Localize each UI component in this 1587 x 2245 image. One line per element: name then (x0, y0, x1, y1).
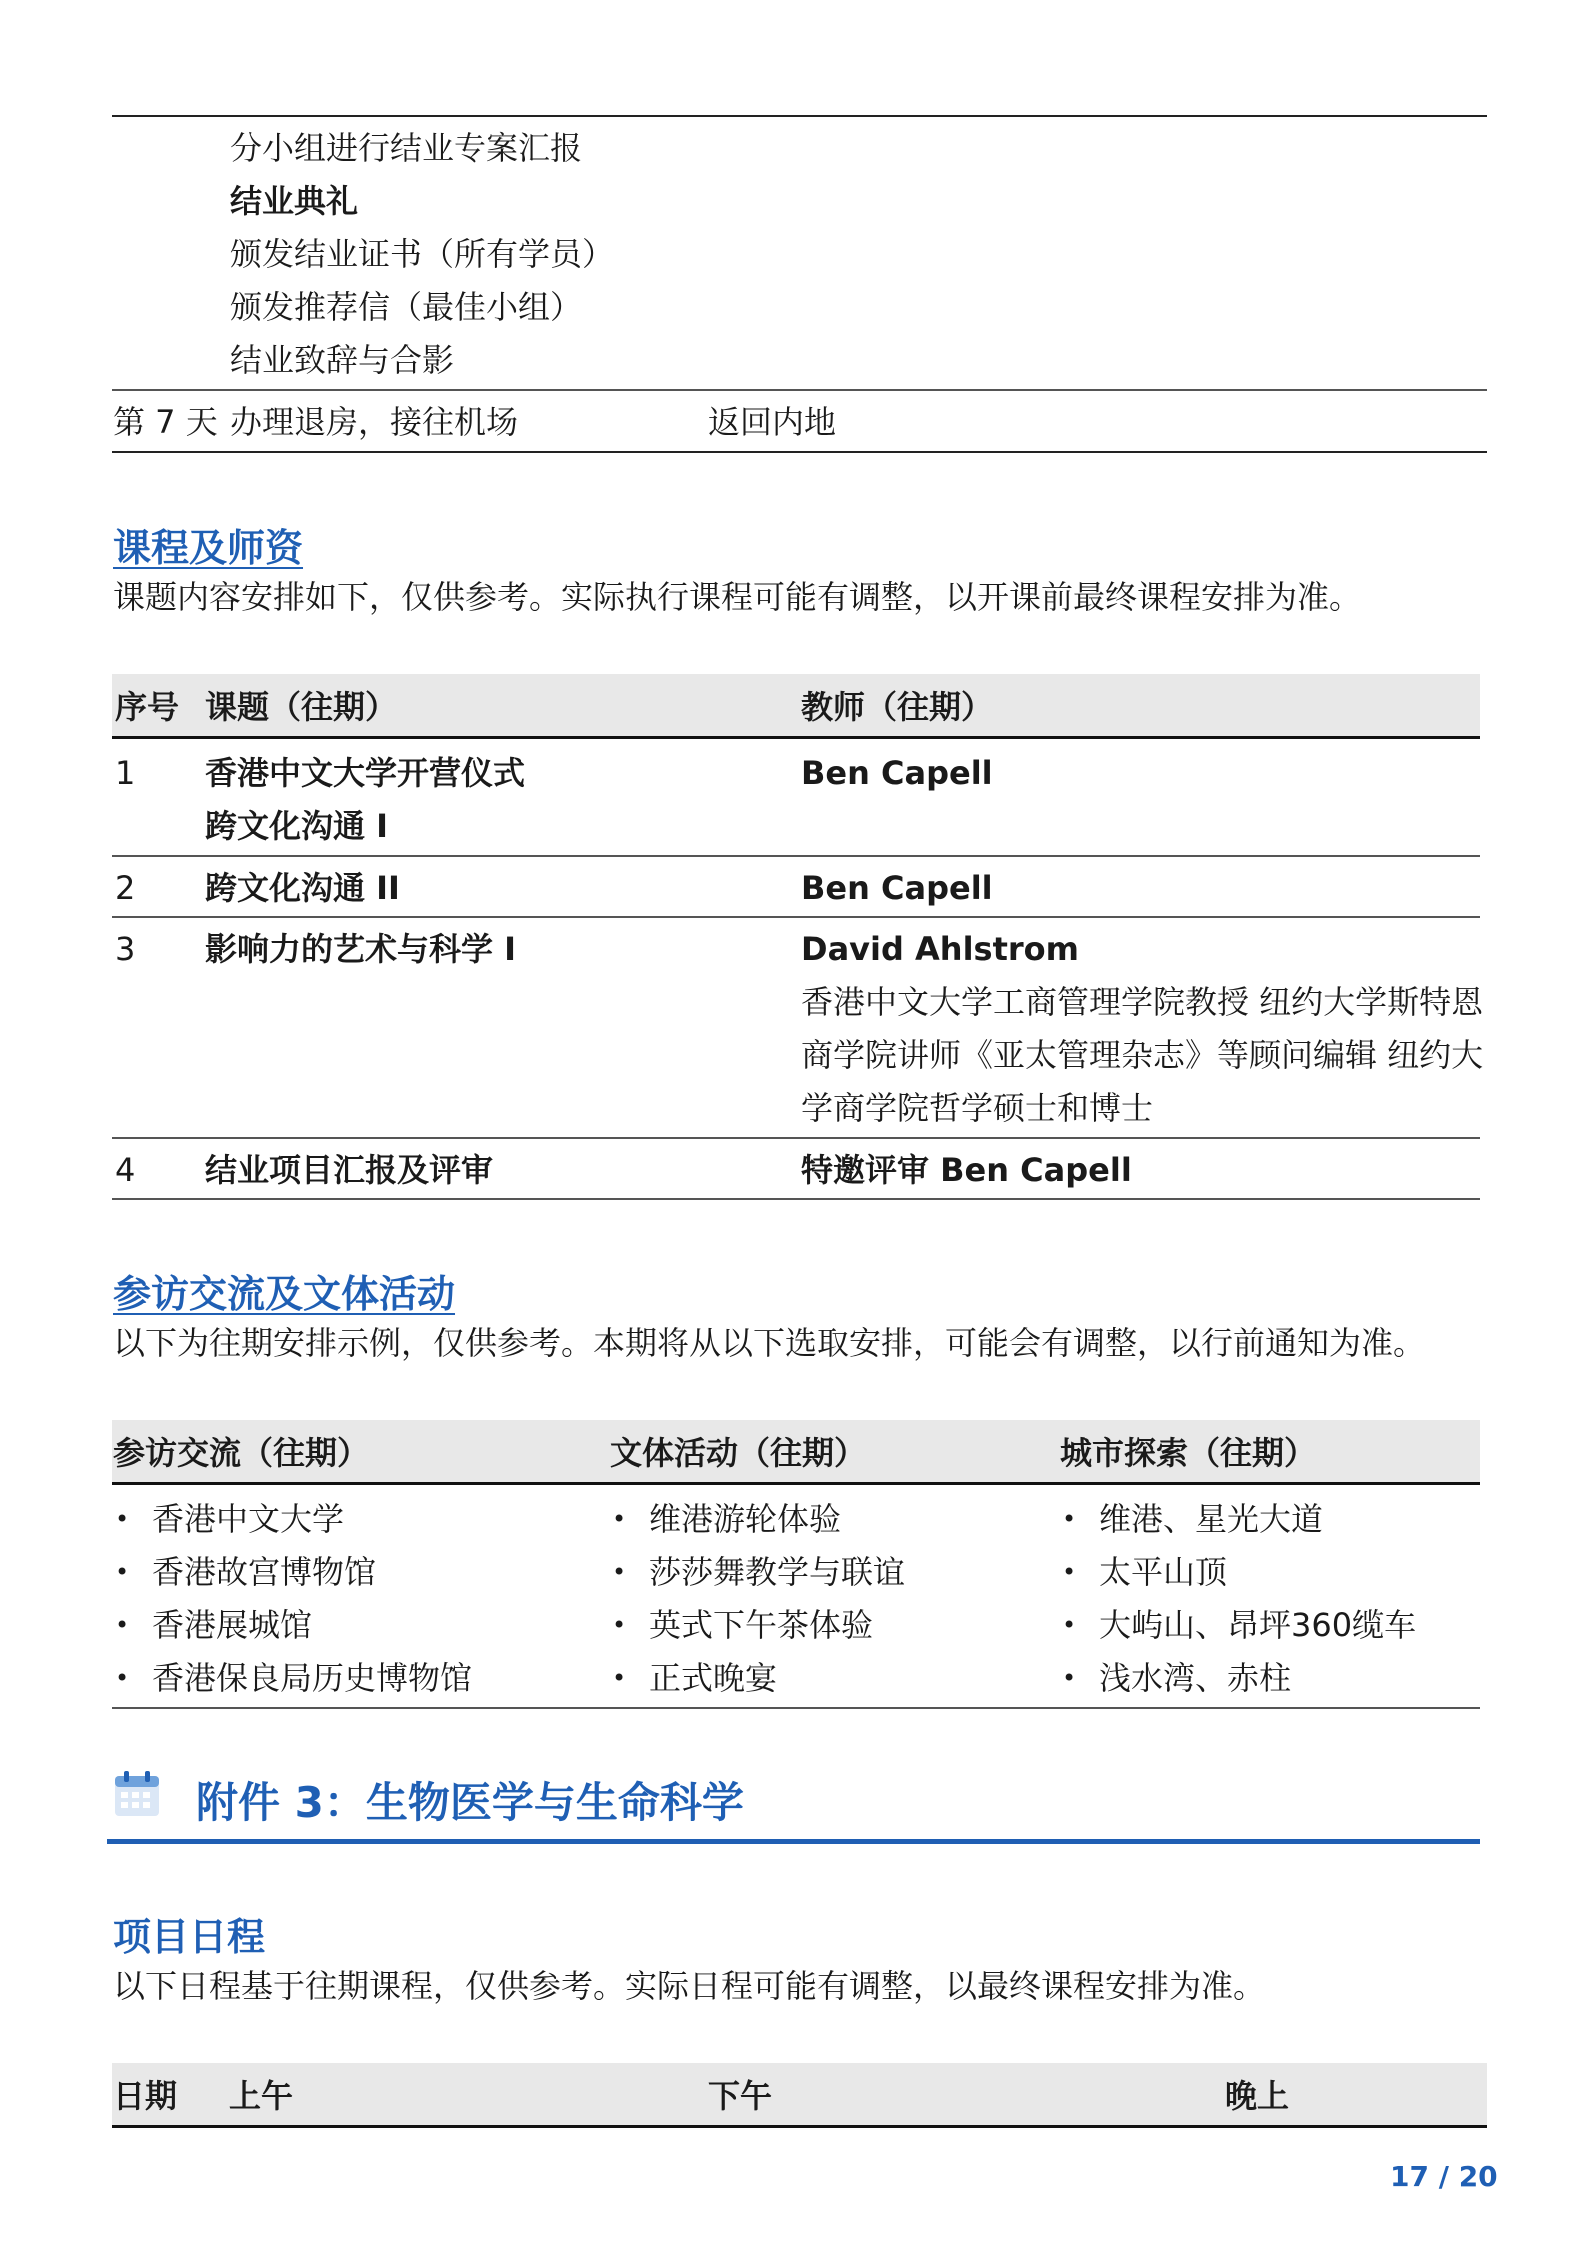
list-item: 莎莎舞教学与联谊 (649, 1553, 906, 1591)
section-intro: 课题内容安排如下，仅供参考。实际执行课程可能有调整，以开课前最终课程安排为准。 (113, 578, 1362, 616)
table-bottom-rule (112, 1198, 1480, 1200)
bullet-dot: • (1062, 1505, 1077, 1533)
header-rule (112, 736, 1480, 739)
list-item: 香港故宫博物馆 (152, 1553, 377, 1591)
course-teacher: Ben Capell (801, 754, 993, 792)
day-morning: 办理退房，接往机场 (230, 403, 519, 441)
col-header-topic: 课题（往期） (205, 688, 398, 726)
col-header-visits: 参访交流（往期） (113, 1434, 370, 1472)
activity-line: 分小组进行结业专案汇报 (230, 129, 583, 167)
list-item: 浅水湾、赤柱 (1099, 1659, 1292, 1697)
activity-line: 颁发结业证书（所有学员） (230, 235, 615, 273)
col-header-city: 城市探索（往期） (1060, 1434, 1317, 1472)
bullet-dot: • (1062, 1558, 1077, 1586)
row-number: 1 (115, 754, 136, 792)
col-header-morning: 上午 (229, 2077, 294, 2115)
teacher-bio: 学商学院哲学硕士和博士 (801, 1089, 1154, 1127)
section-intro: 以下日程基于往期课程，仅供参考。实际日程可能有调整，以最终课程安排为准。 (113, 1967, 1266, 2005)
col-header-evening: 晚上 (1225, 2077, 1290, 2115)
activity-line: 结业典礼 (230, 182, 359, 220)
page-number: 17 / 20 (1390, 2160, 1498, 2193)
course-teacher: 特邀评审 Ben Capell (801, 1151, 1132, 1189)
bullet-dot: • (115, 1611, 130, 1639)
list-item: 正式晚宴 (649, 1659, 778, 1697)
activity-line: 结业致辞与合影 (230, 341, 455, 379)
appendix-title: 附件 3：生物医学与生命科学 (196, 1778, 744, 1827)
list-item: 维港游轮体验 (649, 1500, 842, 1538)
row-number: 2 (115, 869, 136, 907)
bullet-dot: • (612, 1505, 627, 1533)
bullet-dot: • (115, 1664, 130, 1692)
course-topic: 影响力的艺术与科学 I (205, 930, 517, 968)
row-divider (112, 1137, 1480, 1139)
row-divider (112, 916, 1480, 918)
section-title-schedule: 项目日程 (113, 1915, 266, 1959)
section-title-visits: 参访交流及文体活动 (113, 1272, 456, 1316)
section-title-courses: 课程及师资 (113, 526, 304, 570)
appendix-rule (107, 1839, 1480, 1844)
row-number: 3 (115, 930, 136, 968)
bullet-dot: • (612, 1611, 627, 1639)
bullet-dot: • (612, 1558, 627, 1586)
table-bottom-rule (112, 1707, 1480, 1709)
list-item: 太平山顶 (1099, 1553, 1228, 1591)
bullet-dot: • (1062, 1611, 1077, 1639)
row-divider (112, 451, 1487, 453)
top-rule (112, 115, 1487, 117)
course-topic: 跨文化沟通 I (205, 807, 389, 845)
col-header-activities: 文体活动（往期） (610, 1434, 867, 1472)
bullet-dot: • (612, 1664, 627, 1692)
course-teacher: David Ahlstrom (801, 930, 1079, 968)
course-topic: 跨文化沟通 II (205, 869, 400, 907)
col-header-no: 序号 (115, 688, 180, 726)
header-rule (112, 2125, 1487, 2128)
bullet-dot: • (1062, 1664, 1077, 1692)
col-header-date: 日期 (113, 2077, 178, 2115)
day-label: 第 7 天 (113, 403, 218, 441)
section-intro: 以下为往期安排示例，仅供参考。本期将从以下选取安排，可能会有调整，以行前通知为准。 (113, 1324, 1426, 1362)
col-header-teacher: 教师（往期） (801, 688, 994, 726)
teacher-bio: 商学院讲师《亚太管理杂志》等顾问编辑 纽约大 (801, 1036, 1484, 1074)
bullet-dot: • (115, 1505, 130, 1533)
list-item: 维港、星光大道 (1099, 1500, 1324, 1538)
col-header-afternoon: 下午 (708, 2077, 773, 2115)
teacher-bio: 香港中文大学工商管理学院教授 纽约大学斯特恩 (801, 983, 1484, 1021)
list-item: 英式下午茶体验 (649, 1606, 874, 1644)
row-divider (112, 855, 1480, 857)
activity-line: 颁发推荐信（最佳小组） (230, 288, 583, 326)
calendar-icon (113, 1770, 161, 1818)
course-teacher: Ben Capell (801, 869, 993, 907)
header-rule (112, 1482, 1480, 1485)
course-topic: 结业项目汇报及评审 (205, 1151, 494, 1189)
list-item: 香港中文大学 (152, 1500, 345, 1538)
row-number: 4 (115, 1151, 136, 1189)
list-item: 香港展城馆 (152, 1606, 313, 1644)
course-topic: 香港中文大学开营仪式 (205, 754, 526, 792)
bullet-dot: • (115, 1558, 130, 1586)
list-item: 大屿山、昂坪360缆车 (1099, 1606, 1417, 1644)
row-divider (112, 389, 1487, 391)
day-afternoon: 返回内地 (708, 403, 837, 441)
list-item: 香港保良局历史博物馆 (152, 1659, 473, 1697)
